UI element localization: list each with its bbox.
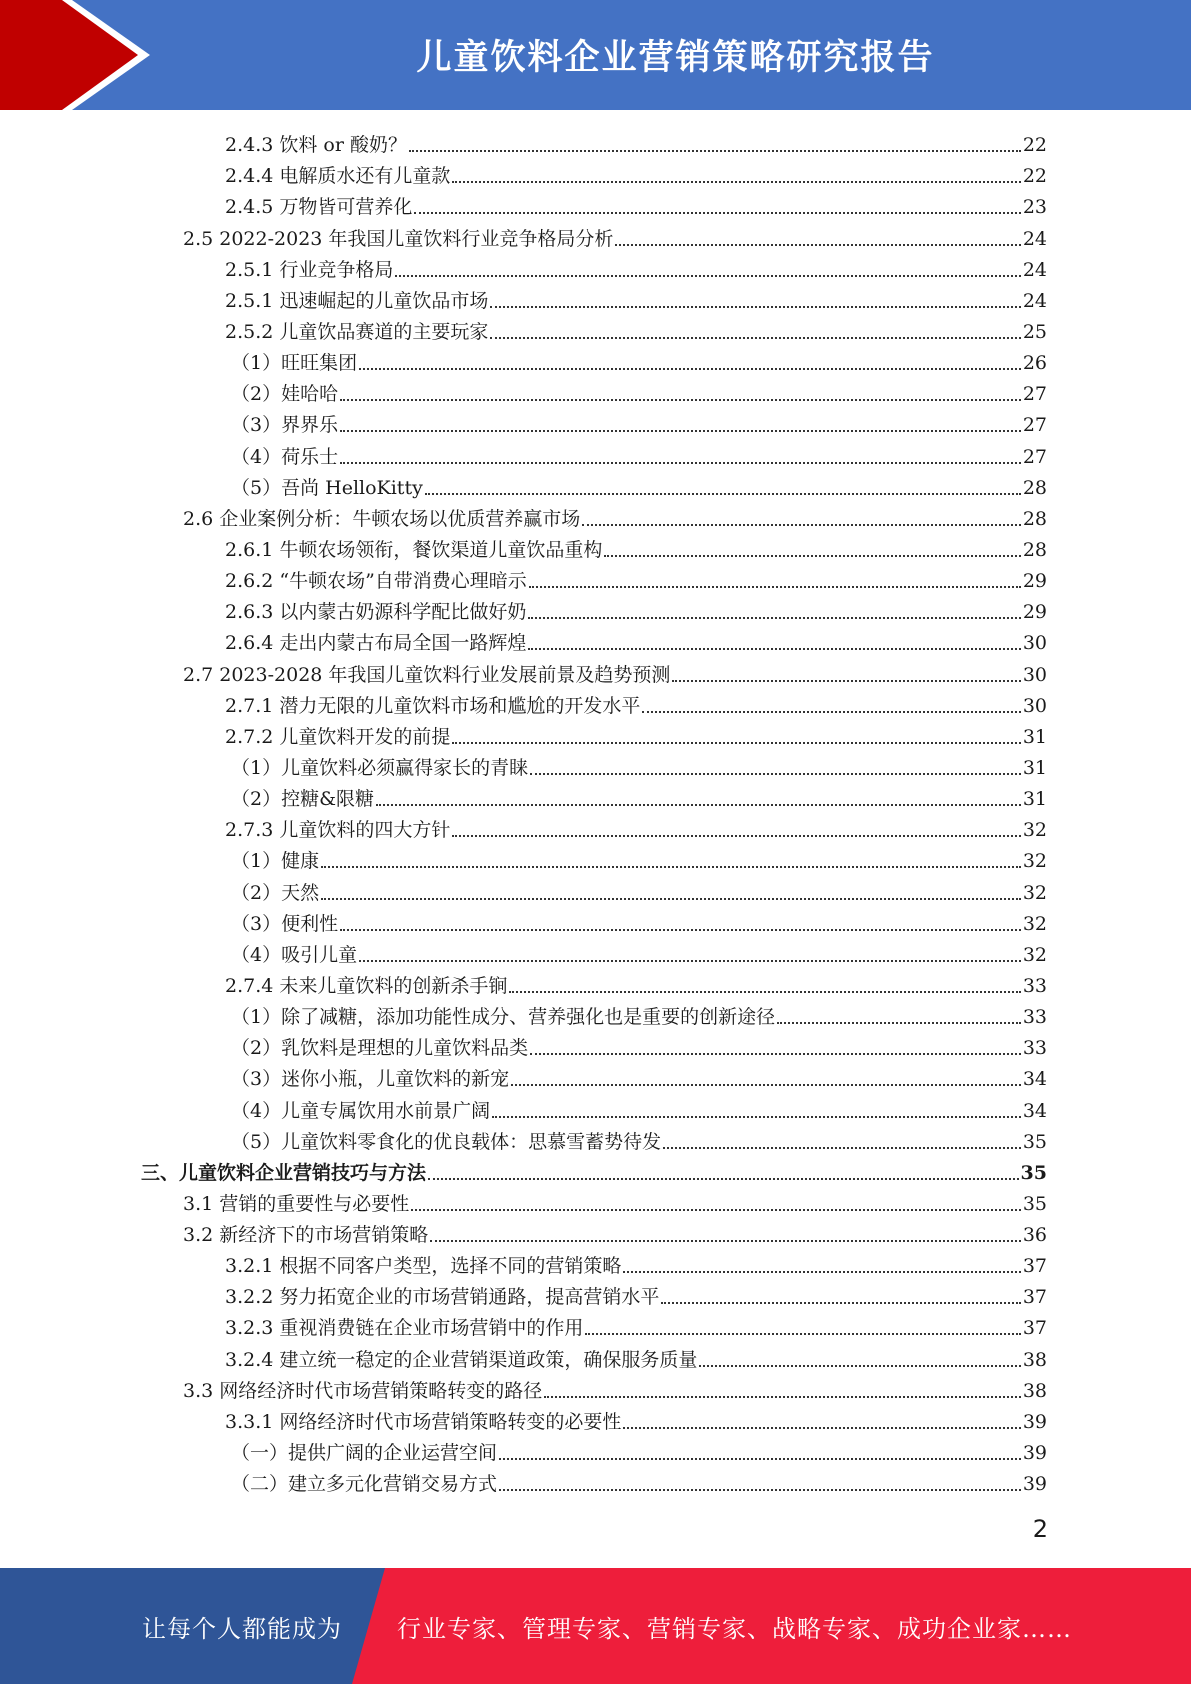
toc-entry-page: 27 [1022,414,1047,437]
toc-entry-label: 3.2 新经济下的市场营销策略 [183,1224,429,1247]
toc-entry-label: 2.6.4 走出内蒙古布局全国一路辉煌 [225,632,527,655]
toc-entry-label: 3.1 营销的重要性与必要性 [183,1192,410,1215]
toc-dot-leader [452,833,1020,837]
toc-entry[interactable] [0,624,1047,655]
toc-entry-label: （5）吾尚 HelloKitty [231,476,423,499]
toc-dot-leader [623,1425,1020,1429]
toc-dot-leader [544,1394,1021,1398]
toc-entry-page: 39 [1022,1442,1047,1465]
toc-entry-page: 24 [1022,227,1047,250]
toc-entry-label: （3）界界乐 [231,414,339,437]
toc-dot-leader [604,553,1020,557]
toc-entry-label: 2.5.1 行业竞争格局 [225,258,394,281]
toc-entry-label: 2.4.4 电解质水还有儿童款 [225,165,451,188]
toc-dot-leader [511,1082,1021,1086]
toc-entry-page: 24 [1022,289,1047,312]
toc-dot-leader [499,1456,1021,1460]
toc-entry[interactable] [0,157,1047,188]
toc-entry-page: 25 [1022,320,1047,343]
toc-entry-page: 37 [1022,1317,1047,1340]
toc-entry-page: 34 [1022,1068,1047,1091]
toc-entry-page: 22 [1022,134,1047,157]
toc-entry[interactable] [0,500,1047,531]
toc-dot-leader [340,460,1021,464]
toc-entry-label: （1）旺旺集团 [231,352,358,375]
toc-entry[interactable] [0,1340,1047,1371]
toc-entry-page: 32 [1022,819,1047,842]
toc-entry-page: 32 [1022,912,1047,935]
toc-dot-leader [414,210,1020,214]
toc-dot-leader [530,1051,1021,1055]
toc-dot-leader [699,1363,1020,1367]
toc-entry-label: 2.6.3 以内蒙古奶源科学配比做好奶 [225,601,527,624]
toc-dot-leader [663,1145,1021,1149]
toc-entry-label: （4）儿童专属饮用水前景广阔 [231,1099,491,1122]
toc-entry-page: 26 [1022,352,1047,375]
toc-entry[interactable] [0,1372,1047,1403]
toc-entry[interactable] [0,655,1047,686]
toc-entry-label: （一）提供广阔的企业运营空间 [231,1442,498,1465]
toc-entry-page: 29 [1022,601,1047,624]
toc-entry[interactable] [0,562,1047,593]
toc-entry[interactable] [0,219,1047,250]
toc-entry[interactable] [0,749,1047,780]
toc-dot-leader [490,335,1020,339]
toc-dot-leader [321,896,1021,900]
toc-entry-page: 30 [1022,632,1047,655]
toc-entry[interactable] [0,1029,1047,1060]
toc-entry-label: 2.4.3 饮料 or 酸奶？ [225,134,407,157]
toc-entry[interactable] [0,873,1047,904]
toc-dot-leader [777,1020,1021,1024]
toc-entry-page: 34 [1022,1099,1047,1122]
toc-dot-leader [499,1487,1021,1491]
toc-entry-page: 33 [1022,1037,1047,1060]
toc-entry-label: 2.7.4 未来儿童饮料的创新杀手锏 [225,974,508,997]
toc-entry-label: （1）儿童饮料必须赢得家长的青睐 [231,756,529,779]
toc-dot-leader [321,864,1021,868]
toc-entry-label: 2.6.2 “牛顿农场”自带消费心理暗示 [225,570,527,593]
toc-dot-leader [672,678,1020,682]
toc-entry-page: 35 [1020,1161,1047,1184]
table-of-contents [0,126,1191,1496]
toc-entry-page: 32 [1022,881,1047,904]
toc-entry-page: 39 [1022,1473,1047,1496]
toc-entry-page: 28 [1022,476,1047,499]
page-header [0,0,1191,110]
toc-dot-leader [585,1331,1020,1335]
toc-entry[interactable] [0,1403,1047,1434]
toc-entry-label: （2）乳饮料是理想的儿童饮料品类 [231,1037,529,1060]
toc-entry-page: 30 [1022,663,1047,686]
toc-entry[interactable] [0,282,1047,313]
toc-entry-label: 3.3.1 网络经济时代市场营销策略转变的必要性 [225,1410,622,1433]
toc-dot-leader [530,771,1021,775]
toc-entry-label: 2.6 企业案例分析：牛顿农场以优质营养赢市场 [183,507,581,530]
toc-dot-leader [528,615,1020,619]
toc-entry[interactable] [0,1247,1047,1278]
toc-entry[interactable] [0,126,1047,157]
toc-dot-leader [430,1238,1021,1242]
toc-entry-page: 39 [1022,1410,1047,1433]
toc-dot-leader [492,1114,1021,1118]
toc-entry[interactable] [0,1309,1047,1340]
toc-dot-leader [425,491,1021,495]
toc-entry-page: 36 [1022,1224,1047,1247]
toc-entry[interactable] [0,905,1047,936]
toc-entry[interactable] [0,780,1047,811]
toc-entry[interactable] [0,718,1047,749]
toc-entry-label: 2.7 2023-2028 年我国儿童饮料行业发展前景及趋势预测 [183,663,671,686]
toc-entry-page: 35 [1022,1130,1047,1153]
toc-dot-leader [490,304,1020,308]
toc-entry[interactable] [0,469,1047,500]
footer-slogan-left: 让每个人都能成为 [142,1614,342,1643]
toc-entry-label: （2）控糖&限糖 [231,788,375,811]
toc-dot-leader [528,646,1020,650]
toc-entry-label: （1）除了减糖，添加功能性成分、营养强化也是重要的创新途径 [231,1006,776,1029]
toc-entry-label: 3.2.1 根据不同客户类型，选择不同的营销策略 [225,1255,622,1278]
toc-dot-leader [376,802,1021,806]
toc-entry-label: （2）娃哈哈 [231,383,339,406]
toc-dot-leader [452,179,1020,183]
toc-entry-page: 33 [1022,974,1047,997]
toc-dot-leader [623,1269,1020,1273]
footer-slogan-right: 行业专家、管理专家、营销专家、战略专家、成功企业家…… [397,1614,1072,1643]
toc-entry[interactable] [0,998,1047,1029]
toc-dot-leader [340,927,1021,931]
toc-entry[interactable] [0,967,1047,998]
report-title: 儿童饮料企业营销策略研究报告 [416,38,935,78]
toc-dot-leader [529,584,1021,588]
toc-entry-page: 38 [1022,1348,1047,1371]
toc-entry-label: 2.7.1 潜力无限的儿童饮料市场和尴尬的开发水平 [225,694,641,717]
toc-entry-page: 31 [1022,756,1047,779]
toc-dot-leader [340,428,1021,432]
page-number: 2 [1032,1515,1048,1543]
toc-entry-page: 27 [1022,383,1047,406]
toc-entry-page: 24 [1022,258,1047,281]
toc-entry[interactable] [0,375,1047,406]
toc-entry[interactable] [0,406,1047,437]
toc-entry-label: 2.6.1 牛顿农场领衔，餐饮渠道儿童饮品重构 [225,538,603,561]
toc-entry[interactable] [0,936,1047,967]
toc-dot-leader [642,709,1020,713]
toc-entry[interactable] [0,344,1047,375]
toc-entry-label: 2.7.3 儿童饮料的四大方针 [225,819,451,842]
toc-entry[interactable] [0,1123,1047,1154]
toc-entry-label: 3.2.2 努力拓宽企业的市场营销通路，提高营销水平 [225,1286,660,1309]
toc-dot-leader [509,989,1020,993]
toc-entry-label: （二）建立多元化营销交易方式 [231,1473,498,1496]
toc-entry[interactable] [0,251,1047,282]
toc-entry-page: 27 [1022,445,1047,468]
toc-entry-label: 2.7.2 儿童饮料开发的前提 [225,725,451,748]
toc-entry-page: 30 [1022,694,1047,717]
toc-dot-leader [411,1207,1021,1211]
toc-entry[interactable] [0,313,1047,344]
toc-entry-page: 38 [1022,1379,1047,1402]
toc-entry[interactable] [0,437,1047,468]
toc-entry-page: 37 [1022,1286,1047,1309]
toc-dot-leader [409,148,1021,152]
toc-entry-page: 28 [1022,538,1047,561]
toc-entry[interactable] [0,1216,1047,1247]
toc-entry[interactable] [0,1154,1047,1185]
toc-dot-leader [340,397,1021,401]
toc-entry-label: 3.2.4 建立统一稳定的企业营销渠道政策，确保服务质量 [225,1348,698,1371]
toc-entry-label: （4）吸引儿童 [231,943,358,966]
toc-entry[interactable] [0,1434,1047,1465]
toc-entry-label: （3）便利性 [231,912,339,935]
toc-entry-page: 37 [1022,1255,1047,1278]
toc-entry-label: （2）天然 [231,881,320,904]
toc-dot-leader [428,1176,1019,1180]
toc-entry-label: 三、儿童饮料企业营销技巧与方法 [141,1161,427,1184]
toc-entry-label: （1）健康 [231,850,320,873]
toc-entry-page: 32 [1022,850,1047,873]
toc-entry-page: 31 [1022,725,1047,748]
toc-entry[interactable] [0,531,1047,562]
toc-entry[interactable] [0,1465,1047,1496]
toc-entry-page: 29 [1022,570,1047,593]
toc-entry[interactable] [0,1091,1047,1122]
toc-entry-label: 3.2.3 重视消费链在企业市场营销中的作用 [225,1317,584,1340]
toc-entry[interactable] [0,1060,1047,1091]
chevron-arrow-icon [0,0,160,110]
toc-entry-page: 23 [1022,196,1047,219]
toc-entry-label: （4）荷乐士 [231,445,339,468]
toc-entry-page: 33 [1022,1006,1047,1029]
toc-entry-label: 3.3 网络经济时代市场营销策略转变的路径 [183,1379,543,1402]
toc-entry[interactable] [0,593,1047,624]
page-footer [0,1568,1191,1684]
toc-entry[interactable] [0,1278,1047,1309]
toc-dot-leader [661,1300,1020,1304]
toc-entry[interactable] [0,188,1047,219]
toc-entry-label: 2.5.1 迅速崛起的儿童饮品市场 [225,289,489,312]
toc-entry-page: 22 [1022,165,1047,188]
toc-entry-page: 35 [1022,1192,1047,1215]
toc-entry-label: 2.5 2022-2023 年我国儿童饮料行业竞争格局分析 [183,227,614,250]
toc-dot-leader [359,958,1021,962]
toc-entry-label: 2.5.2 儿童饮品赛道的主要玩家 [225,320,489,343]
toc-dot-leader [359,366,1021,370]
toc-entry-label: 2.4.5 万物皆可营养化 [225,196,413,219]
toc-entry-page: 31 [1022,788,1047,811]
toc-entry-label: （3）迷你小瓶，儿童饮料的新宠 [231,1068,510,1091]
toc-entry[interactable] [0,842,1047,873]
toc-entry-label: （5）儿童饮料零食化的优良载体：思慕雪蓄势待发 [231,1130,662,1153]
toc-entry-page: 28 [1022,507,1047,530]
toc-dot-leader [452,740,1020,744]
toc-entry[interactable] [0,1185,1047,1216]
toc-entry-page: 32 [1022,943,1047,966]
toc-dot-leader [582,522,1021,526]
toc-entry[interactable] [0,687,1047,718]
toc-dot-leader [395,273,1020,277]
toc-entry[interactable] [0,811,1047,842]
toc-dot-leader [615,242,1020,246]
